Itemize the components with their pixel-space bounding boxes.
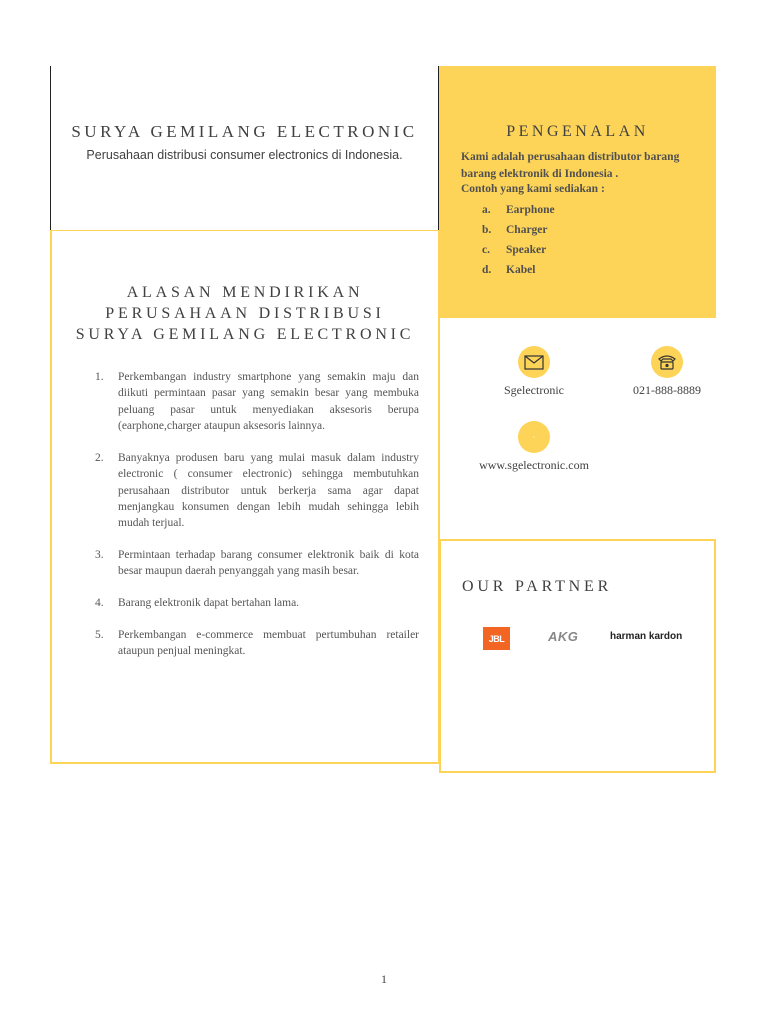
list-marker: a.: [482, 204, 491, 216]
envelope-icon: [518, 346, 550, 378]
reason-item: [95, 627, 419, 660]
list-item-label: Kabel: [506, 264, 536, 276]
reason-text: Perkembangan industry smartphone yang semakin maju dan diikuti permintaan pasar yang semakin besar yang membuka peluang pasar untuk menyediakan aksesoris berupa (earphone,charger ataupun aksesoris lainnya.: [118, 371, 419, 432]
jbl-logo: JBL: [483, 627, 510, 650]
list-marker: c.: [482, 244, 490, 256]
list-marker: d.: [482, 264, 492, 276]
company-tagline: Perusahaan distribusi consumer electronics di Indonesia.: [86, 148, 403, 162]
list-item-label: Earphone: [506, 204, 555, 216]
reason-item: [95, 450, 419, 531]
list-item-label: Speaker: [506, 244, 547, 256]
intro-list-item: [482, 244, 682, 256]
intro-list-item: [482, 224, 682, 236]
reason-number: 3.: [95, 549, 104, 561]
list-item-label: Charger: [506, 224, 548, 236]
company-name: SURYA GEMILANG ELECTRONIC: [71, 122, 418, 141]
page-number: 1: [381, 972, 387, 986]
reason-number: 1.: [95, 371, 104, 383]
akg-logo: AKG: [548, 629, 579, 644]
partners-box: [439, 539, 716, 773]
reason-item: [95, 547, 419, 580]
list-marker: b.: [482, 224, 492, 236]
reason-text: Permintaan terhadap barang consumer elektronik baik di kota besar maupun daerah penyanggah yang masih besar.: [118, 549, 419, 578]
phone-label: 021-888-8889: [633, 383, 701, 397]
intro-list-label: Contoh yang kami sediakan :: [461, 183, 605, 195]
website-label[interactable]: www.sgelectronic.com: [479, 458, 589, 472]
reason-item: [95, 369, 419, 434]
reason-text: Banyaknya produsen baru yang mulai masuk dalam industry electronic ( consumer electronic) sehingga membutuhkan perusahaan distributor untuk berkerja sama agar dapat menjangkau konsumen dengan lebih mudah sehingga lebih mudah terjual.: [118, 452, 419, 530]
intro-text: Kami adalah perusahaan distributor barang barang elektronik di Indonesia .: [461, 151, 680, 180]
reason-text: Perkembangan e-commerce membuat pertumbuhan retailer ataupun penjual meningkat.: [118, 629, 419, 658]
reasons-title-line: ALASAN MENDIRIKAN: [126, 284, 364, 301]
telephone-icon: [651, 346, 683, 378]
intro-list-item: [482, 204, 682, 216]
reason-number: 5.: [95, 629, 104, 641]
globe-icon: [518, 421, 550, 453]
reason-number: 4.: [95, 597, 104, 609]
reason-number: 2.: [95, 452, 104, 464]
reason-item: [95, 595, 419, 611]
reasons-title-line: SURYA GEMILANG ELECTRONIC: [75, 326, 415, 343]
intro-title: PENGENALAN: [506, 123, 649, 140]
partners-title: OUR PARTNER: [462, 578, 613, 595]
reason-text: Barang elektronik dapat bertahan lama.: [118, 597, 300, 609]
intro-list-item: [482, 264, 682, 276]
reasons-title-line: PERUSAHAAN DISTRIBUSI: [105, 305, 385, 322]
harman-kardon-logo: harman kardon: [610, 631, 683, 642]
email-label: Sgelectronic: [504, 383, 564, 397]
